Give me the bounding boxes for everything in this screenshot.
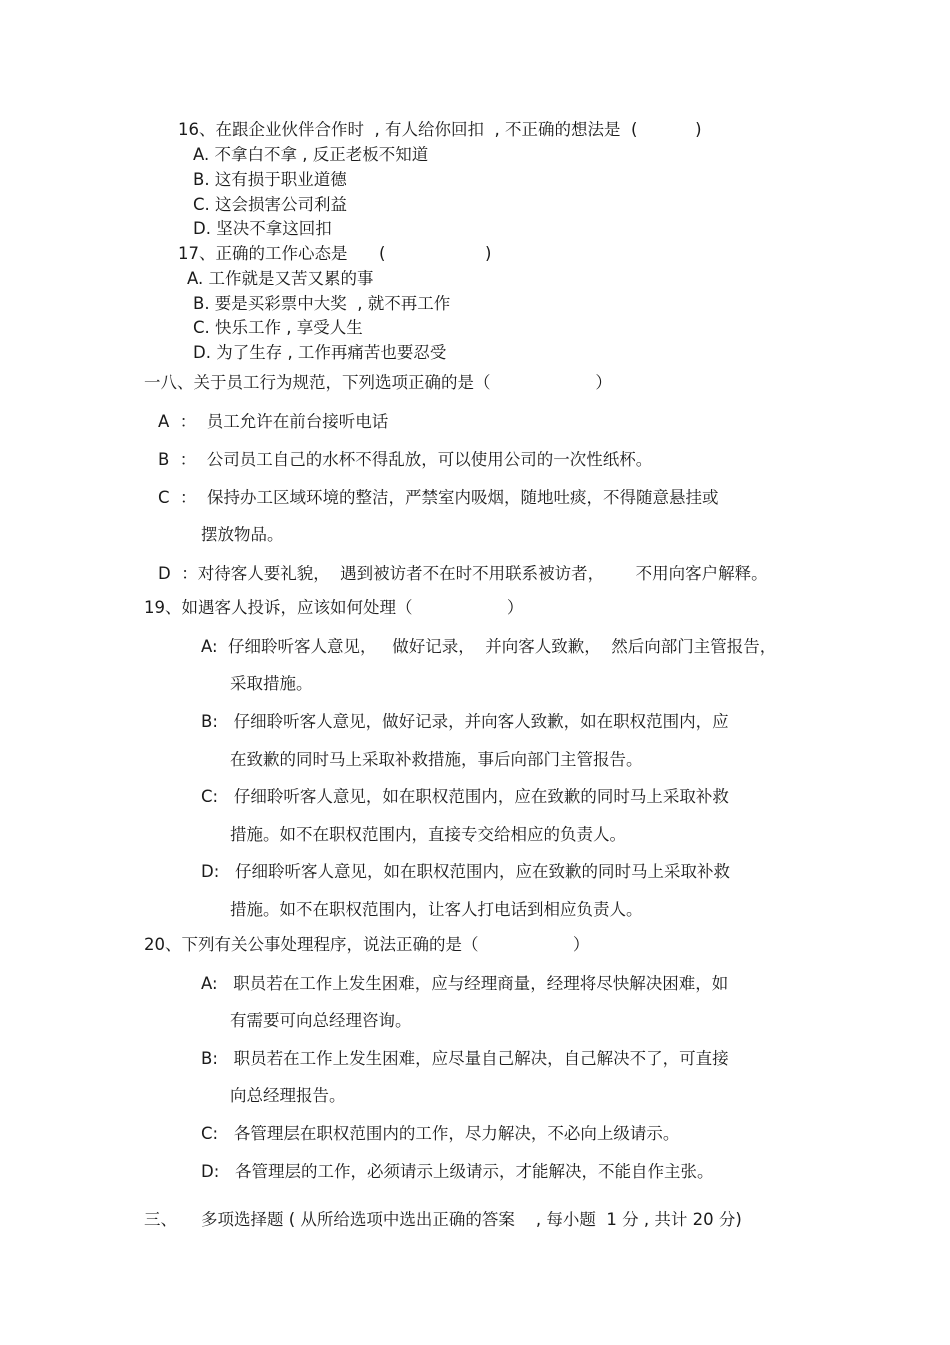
question-18-option-c: C ： 保持办工区域环境的整洁，严禁室内吸烟，随地吐痰，不得随意悬挂或 xyxy=(158,488,719,507)
question-19-option-a: A: 仔细聆听客人意见， 做好记录， 并向客人致歉， 然后向部门主管报告， xyxy=(201,637,777,656)
question-19-option-b-continued: 在致歉的同时马上采取补救措施，事后向部门主管报告。 xyxy=(230,750,643,769)
question-18-option-b: B ： 公司员工自己的水杯不得乱放，可以使用公司的一次性纸杯。 xyxy=(158,450,653,469)
question-17-stem: 17、正确的工作心态是 ( ) xyxy=(178,244,492,263)
question-17-option-a: A. 工作就是又苦又累的事 xyxy=(187,269,374,288)
question-19-option-c-continued: 措施。如不在职权范围内，直接专交给相应的负责人。 xyxy=(230,825,626,844)
question-16-option-c: C. 这会损害公司利益 xyxy=(193,195,348,214)
question-16-option-b: B. 这有损于职业道德 xyxy=(193,170,347,189)
question-19-option-d: D: 仔细聆听客人意见，如在职权范围内，应在致歉的同时马上采取补救 xyxy=(201,862,730,881)
question-19-option-d-continued: 措施。如不在职权范围内，让客人打电话到相应负责人。 xyxy=(230,900,643,919)
question-17-option-d: D. 为了生存 , 工作再痛苦也要忍受 xyxy=(193,343,447,362)
question-17-option-c: C. 快乐工作 , 享受人生 xyxy=(193,318,363,337)
section-3-title: 多项选择题 ( 从所给选项中选出正确的答案 , 每小题 1 分 , 共计 20 分) xyxy=(201,1210,742,1229)
question-17-option-b: B. 要是买彩票中大奖 , 就不再工作 xyxy=(193,294,451,313)
question-18-option-a: A ： 员工允许在前台接听电话 xyxy=(158,412,389,431)
question-20-option-b: B: 职员若在工作上发生困难，应尽量自己解决，自己解决不了，可直接 xyxy=(201,1049,729,1068)
section-3-number: 三、 xyxy=(144,1210,177,1229)
question-16-option-a: A. 不拿白不拿 , 反正老板不知道 xyxy=(193,145,429,164)
question-18-stem: 一八、关于员工行为规范，下列选项正确的是（ ） xyxy=(144,373,612,392)
question-18-option-d: D ：对待客人要礼貌， 遇到被访者不在时不用联系被访者， 不用向客户解释。 xyxy=(158,564,768,583)
question-19-option-c: C: 仔细聆听客人意见，如在职权范围内，应在致歉的同时马上采取补救 xyxy=(201,787,729,806)
question-20-option-b-continued: 向总经理报告。 xyxy=(230,1086,346,1105)
question-18-option-c-continued: 摆放物品。 xyxy=(201,525,284,544)
question-20-option-a-continued: 有需要可向总经理咨询。 xyxy=(230,1011,412,1030)
question-19-option-b: B: 仔细聆听客人意见，做好记录，并向客人致歉，如在职权范围内，应 xyxy=(201,712,729,731)
question-20-option-a: A: 职员若在工作上发生困难，应与经理商量，经理将尽快解决困难，如 xyxy=(201,974,729,993)
question-20-option-c: C: 各管理层在职权范围内的工作，尽力解决，不必向上级请示。 xyxy=(201,1124,680,1143)
question-20-stem: 20、下列有关公事处理程序，说法正确的是（ ） xyxy=(144,935,590,954)
question-20-option-d: D: 各管理层的工作，必须请示上级请示，才能解决，不能自作主张。 xyxy=(201,1162,714,1181)
question-19-option-a-continued: 采取措施。 xyxy=(230,674,313,693)
question-16-option-d: D. 坚决不拿这回扣 xyxy=(193,219,332,238)
question-16-stem: 16、在跟企业伙伴合作时 , 有人给你回扣 , 不正确的想法是 ( ) xyxy=(178,120,702,139)
question-19-stem: 19、如遇客人投诉，应该如何处理（ ） xyxy=(144,598,524,617)
